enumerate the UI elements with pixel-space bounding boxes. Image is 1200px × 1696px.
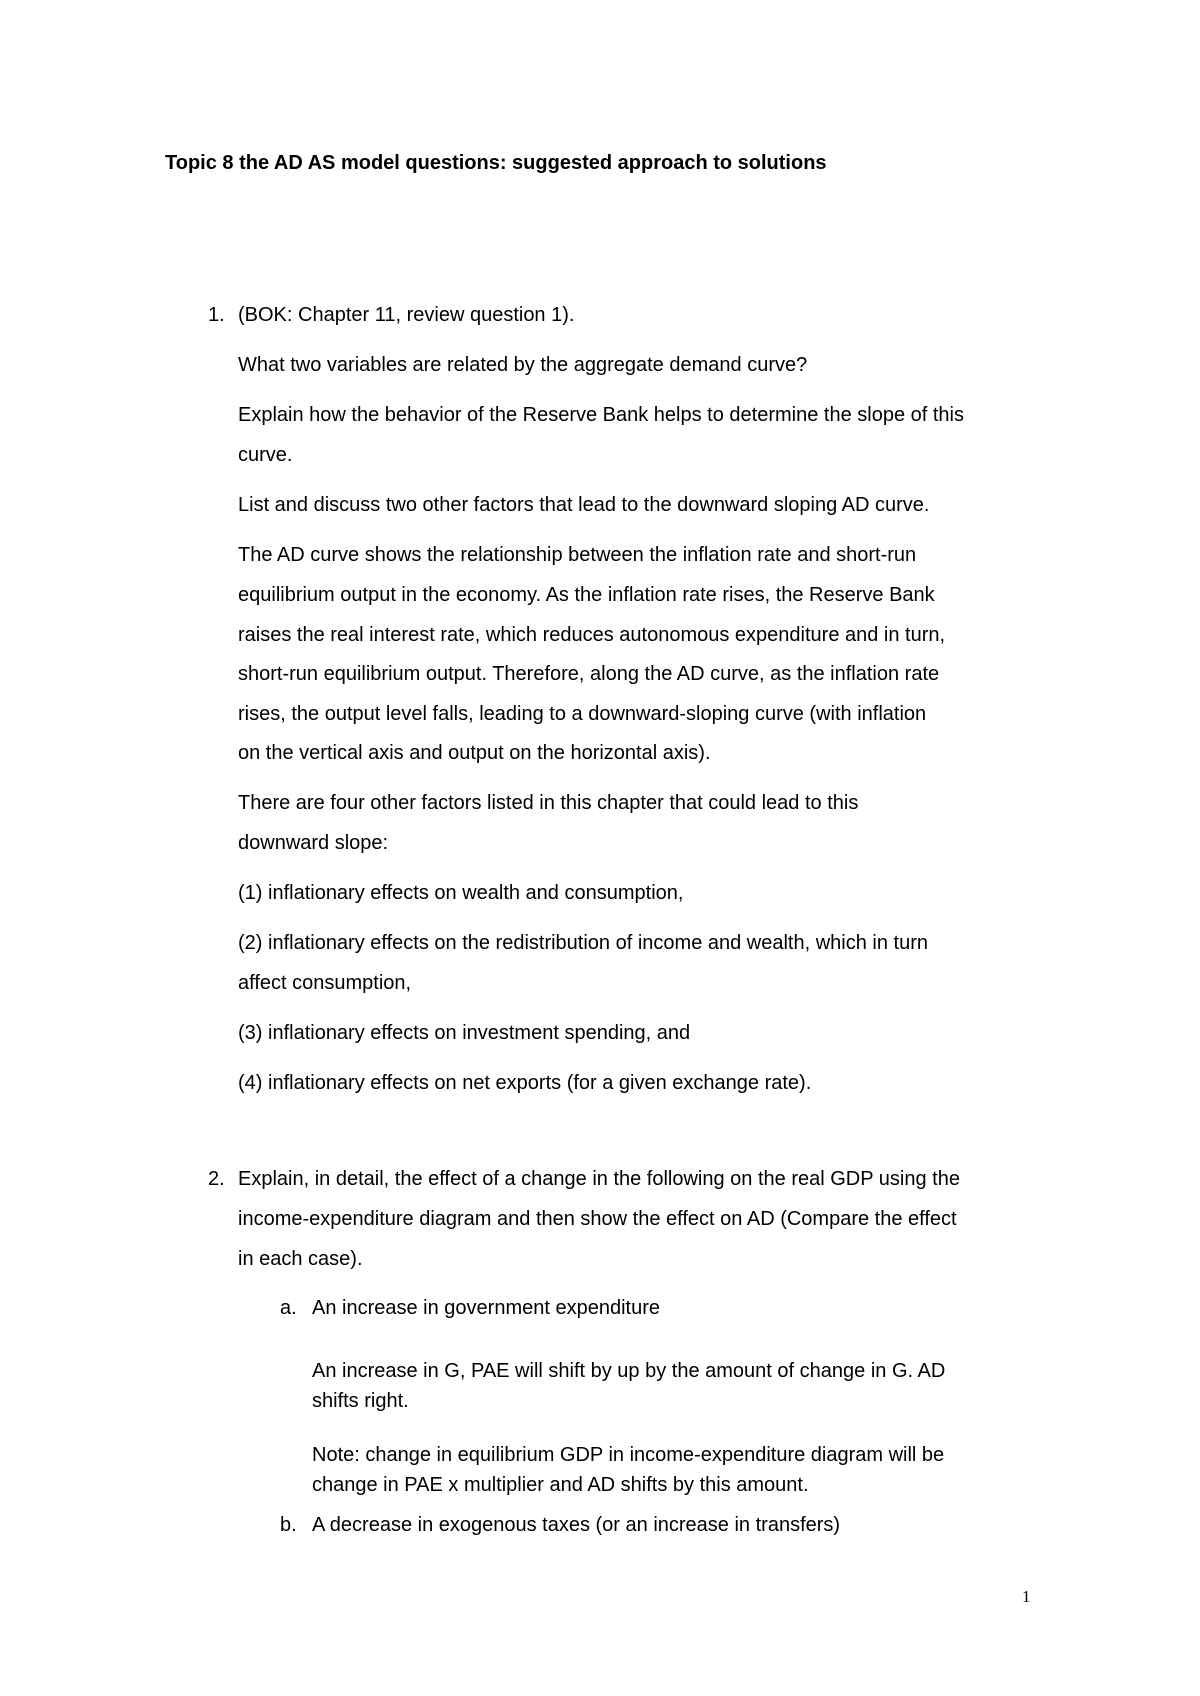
q1-list-item: (4) inflationary effects on net exports (for a given exchange rate). <box>238 1072 812 1094</box>
question-1-number: 1. <box>208 304 225 326</box>
q1-line: raises the real interest rate, which reduces autonomous expenditure and in turn, <box>238 624 946 646</box>
q2a-note-line: change in PAE x multiplier and AD shifts by this amount. <box>312 1474 809 1496</box>
q1-line: short-run equilibrium output. Therefore, along the AD curve, as the inflation rate <box>238 663 940 685</box>
q1-line: The AD curve shows the relationship between the inflation rate and short-run <box>238 544 917 566</box>
q1-list-item: (3) inflationary effects on investment spending, and <box>238 1022 691 1044</box>
q2a-note-line: Note: change in equilibrium GDP in income-expenditure diagram will be <box>312 1444 945 1466</box>
q2a-answer-line: shifts right. <box>312 1390 409 1412</box>
document-title: Topic 8 the AD AS model questions: suggested approach to solutions <box>165 152 827 174</box>
page-number: 1 <box>1022 1587 1031 1606</box>
q1-line: on the vertical axis and output on the horizontal axis). <box>238 742 711 764</box>
q1-list-item: (2) inflationary effects on the redistribution of income and wealth, which in turn <box>238 932 928 954</box>
q2-line: in each case). <box>238 1248 363 1270</box>
q1-list-item: affect consumption, <box>238 972 412 994</box>
q1-list-item: (1) inflationary effects on wealth and consumption, <box>238 882 684 904</box>
q1-line: rises, the output level falls, leading to a downward-sloping curve (with inflation <box>238 703 927 725</box>
q2b-letter: b. <box>280 1514 297 1536</box>
q1-line: There are four other factors listed in this chapter that could lead to this <box>238 792 859 814</box>
q1-line: downward slope: <box>238 832 389 854</box>
q2-line: Explain, in detail, the effect of a change in the following on the real GDP using the <box>238 1168 960 1190</box>
q1-line: (BOK: Chapter 11, review question 1). <box>238 304 575 326</box>
q1-line: What two variables are related by the aggregate demand curve? <box>238 354 808 376</box>
q2a-letter: a. <box>280 1297 297 1319</box>
q1-line: curve. <box>238 444 293 466</box>
q2a-answer-line: An increase in G, PAE will shift by up by the amount of change in G. AD <box>312 1360 946 1382</box>
q1-line: Explain how the behavior of the Reserve Bank helps to determine the slope of this <box>238 404 964 426</box>
question-2-number: 2. <box>208 1168 225 1190</box>
q1-line: List and discuss two other factors that lead to the downward sloping AD curve. <box>238 494 930 516</box>
q2a-text: An increase in government expenditure <box>312 1297 660 1319</box>
q2-line: income-expenditure diagram and then show the effect on AD (Compare the effect <box>238 1208 957 1230</box>
q1-line: equilibrium output in the economy. As the inflation rate rises, the Reserve Bank <box>238 584 935 606</box>
q2b-text: A decrease in exogenous taxes (or an increase in transfers) <box>312 1514 841 1536</box>
